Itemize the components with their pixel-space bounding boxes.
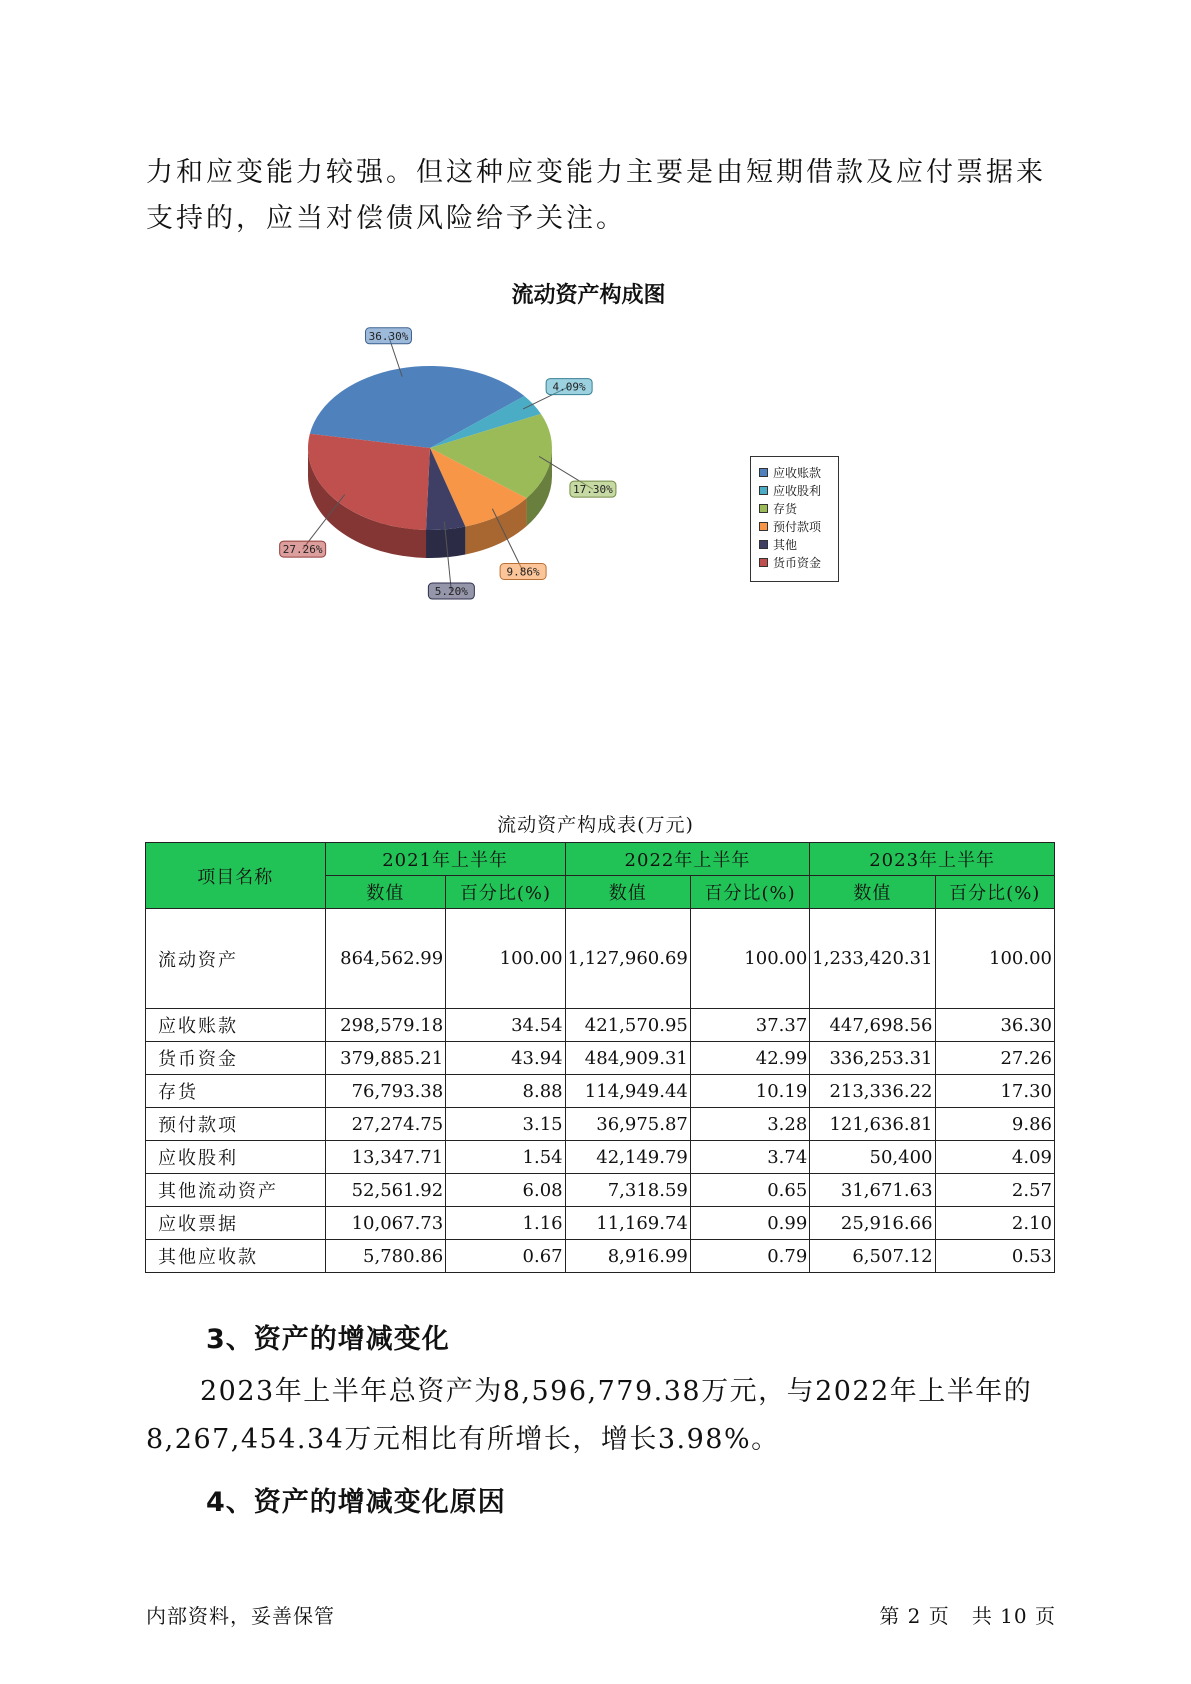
cell-value: 27,274.75	[325, 1108, 446, 1141]
cell-percent: 10.19	[690, 1075, 809, 1108]
cell-value: 36,975.87	[565, 1108, 690, 1141]
pie-data-label: 9.86%	[506, 565, 540, 579]
row-label: 存货	[146, 1075, 326, 1108]
legend-label: 货币资金	[773, 555, 822, 570]
footer-confidential: 内部资料，妥善保管	[146, 1604, 335, 1628]
cell-percent: 1.54	[446, 1141, 565, 1174]
cell-value: 864,562.99	[325, 909, 446, 1009]
cell-percent: 100.00	[690, 909, 809, 1009]
row-label: 应收账款	[146, 1009, 326, 1042]
table-row	[146, 1207, 1055, 1240]
cell-percent: 2.10	[935, 1207, 1054, 1240]
legend-swatch	[759, 486, 768, 495]
legend-item	[759, 535, 838, 553]
cell-percent: 17.30	[935, 1075, 1054, 1108]
cell-percent: 1.16	[446, 1207, 565, 1240]
header-year-2022: 2022年上半年	[565, 843, 810, 876]
cell-percent: 100.00	[935, 909, 1054, 1009]
header-value: 数值	[810, 876, 935, 909]
pie-data-label: 4.09%	[552, 380, 586, 394]
cell-percent: 6.08	[446, 1174, 565, 1207]
cell-value: 5,780.86	[325, 1240, 446, 1273]
cell-percent: 4.09	[935, 1141, 1054, 1174]
cell-value: 121,636.81	[810, 1108, 935, 1141]
cell-percent: 0.79	[690, 1240, 809, 1273]
cell-percent: 37.37	[690, 1009, 809, 1042]
cell-value: 1,233,420.31	[810, 909, 935, 1009]
table-row	[146, 1174, 1055, 1207]
cell-value: 7,318.59	[565, 1174, 690, 1207]
chart-legend	[750, 456, 839, 582]
cell-value: 298,579.18	[325, 1009, 446, 1042]
legend-label: 预付款项	[773, 519, 822, 534]
cell-percent: 2.57	[935, 1174, 1054, 1207]
legend-label: 应收股利	[773, 483, 822, 498]
paragraph-total-assets: 2023年上半年总资产为8,596,779.38万元，与2022年上半年的8,267,454.34万元相比有所增长，增长3.98%。	[146, 1376, 1033, 1455]
cell-value: 447,698.56	[810, 1009, 935, 1042]
current-assets-table	[145, 842, 1055, 1273]
header-percent: 百分比(%)	[690, 876, 809, 909]
legend-swatch	[759, 504, 768, 513]
legend-item	[759, 553, 838, 571]
table-row	[146, 1141, 1055, 1174]
cell-value: 336,253.31	[810, 1042, 935, 1075]
row-label: 应收票据	[146, 1207, 326, 1240]
pie-chart	[230, 329, 613, 599]
pie-data-label: 36.30%	[368, 329, 409, 343]
cell-percent: 3.28	[690, 1108, 809, 1141]
section-heading-4: 4、资产的增减变化原因	[206, 1487, 506, 1518]
cell-value: 76,793.38	[325, 1075, 446, 1108]
legend-label: 存货	[773, 501, 798, 516]
cell-value: 1,127,960.69	[565, 909, 690, 1009]
legend-swatch	[759, 540, 768, 549]
paragraph-liquidity-note: 力和应变能力较强。但这种应变能力主要是由短期借款及应付票据来支持的，应当对偿债风险给予关注。	[146, 157, 1046, 234]
legend-label: 其他	[773, 537, 798, 552]
cell-percent: 9.86	[935, 1108, 1054, 1141]
cell-percent: 100.00	[446, 909, 565, 1009]
cell-value: 52,561.92	[325, 1174, 446, 1207]
cell-value: 114,949.44	[565, 1075, 690, 1108]
legend-item	[759, 499, 838, 517]
legend-label: 应收账款	[773, 465, 822, 480]
header-item-name: 项目名称	[146, 843, 326, 909]
header-value: 数值	[325, 876, 446, 909]
legend-swatch	[759, 558, 768, 567]
row-label: 流动资产	[146, 909, 326, 1009]
cell-value: 484,909.31	[565, 1042, 690, 1075]
legend-swatch	[759, 468, 768, 477]
section-heading-3: 3、资产的增减变化	[206, 1324, 450, 1355]
table-row	[146, 1009, 1055, 1042]
legend-item	[759, 463, 838, 481]
cell-value: 6,507.12	[810, 1240, 935, 1273]
header-value: 数值	[565, 876, 690, 909]
cell-percent: 0.67	[446, 1240, 565, 1273]
pie-data-label: 27.26%	[282, 543, 323, 557]
table-row	[146, 909, 1055, 1009]
row-label: 预付款项	[146, 1108, 326, 1141]
cell-percent: 3.74	[690, 1141, 809, 1174]
legend-swatch	[759, 522, 768, 531]
cell-value: 421,570.95	[565, 1009, 690, 1042]
header-percent: 百分比(%)	[935, 876, 1054, 909]
chart-title: 流动资产构成图	[511, 283, 666, 308]
cell-value: 8,916.99	[565, 1240, 690, 1273]
cell-value: 50,400	[810, 1141, 935, 1174]
table-row	[146, 1075, 1055, 1108]
cell-percent: 8.88	[446, 1075, 565, 1108]
cell-percent: 27.26	[935, 1042, 1054, 1075]
pie-data-label: 5.20%	[434, 585, 468, 599]
cell-percent: 34.54	[446, 1009, 565, 1042]
cell-percent: 0.53	[935, 1240, 1054, 1273]
table-row	[146, 1240, 1055, 1273]
cell-percent: 3.15	[446, 1108, 565, 1141]
cell-value: 379,885.21	[325, 1042, 446, 1075]
row-label: 其他应收款	[146, 1240, 326, 1273]
cell-percent: 0.65	[690, 1174, 809, 1207]
cell-value: 11,169.74	[565, 1207, 690, 1240]
cell-value: 31,671.63	[810, 1174, 935, 1207]
legend-item	[759, 481, 838, 499]
row-label: 其他流动资产	[146, 1174, 326, 1207]
cell-value: 10,067.73	[325, 1207, 446, 1240]
table-row	[146, 1108, 1055, 1141]
pie-data-label: 17.30%	[573, 483, 613, 497]
header-year-2023: 2023年上半年	[810, 843, 1055, 876]
cell-percent: 36.30	[935, 1009, 1054, 1042]
cell-percent: 0.99	[690, 1207, 809, 1240]
cell-value: 13,347.71	[325, 1141, 446, 1174]
cell-value: 25,916.66	[810, 1207, 935, 1240]
table-caption: 流动资产构成表(万元)	[497, 814, 694, 836]
footer-page-number: 第 2 页 共 10 页	[879, 1604, 1056, 1628]
cell-percent: 42.99	[690, 1042, 809, 1075]
row-label: 应收股利	[146, 1141, 326, 1174]
header-percent: 百分比(%)	[446, 876, 565, 909]
legend-item	[759, 517, 838, 535]
header-year-2021: 2021年上半年	[325, 843, 565, 876]
cell-percent: 43.94	[446, 1042, 565, 1075]
row-label: 货币资金	[146, 1042, 326, 1075]
cell-value: 213,336.22	[810, 1075, 935, 1108]
table-row	[146, 1042, 1055, 1075]
cell-value: 42,149.79	[565, 1141, 690, 1174]
